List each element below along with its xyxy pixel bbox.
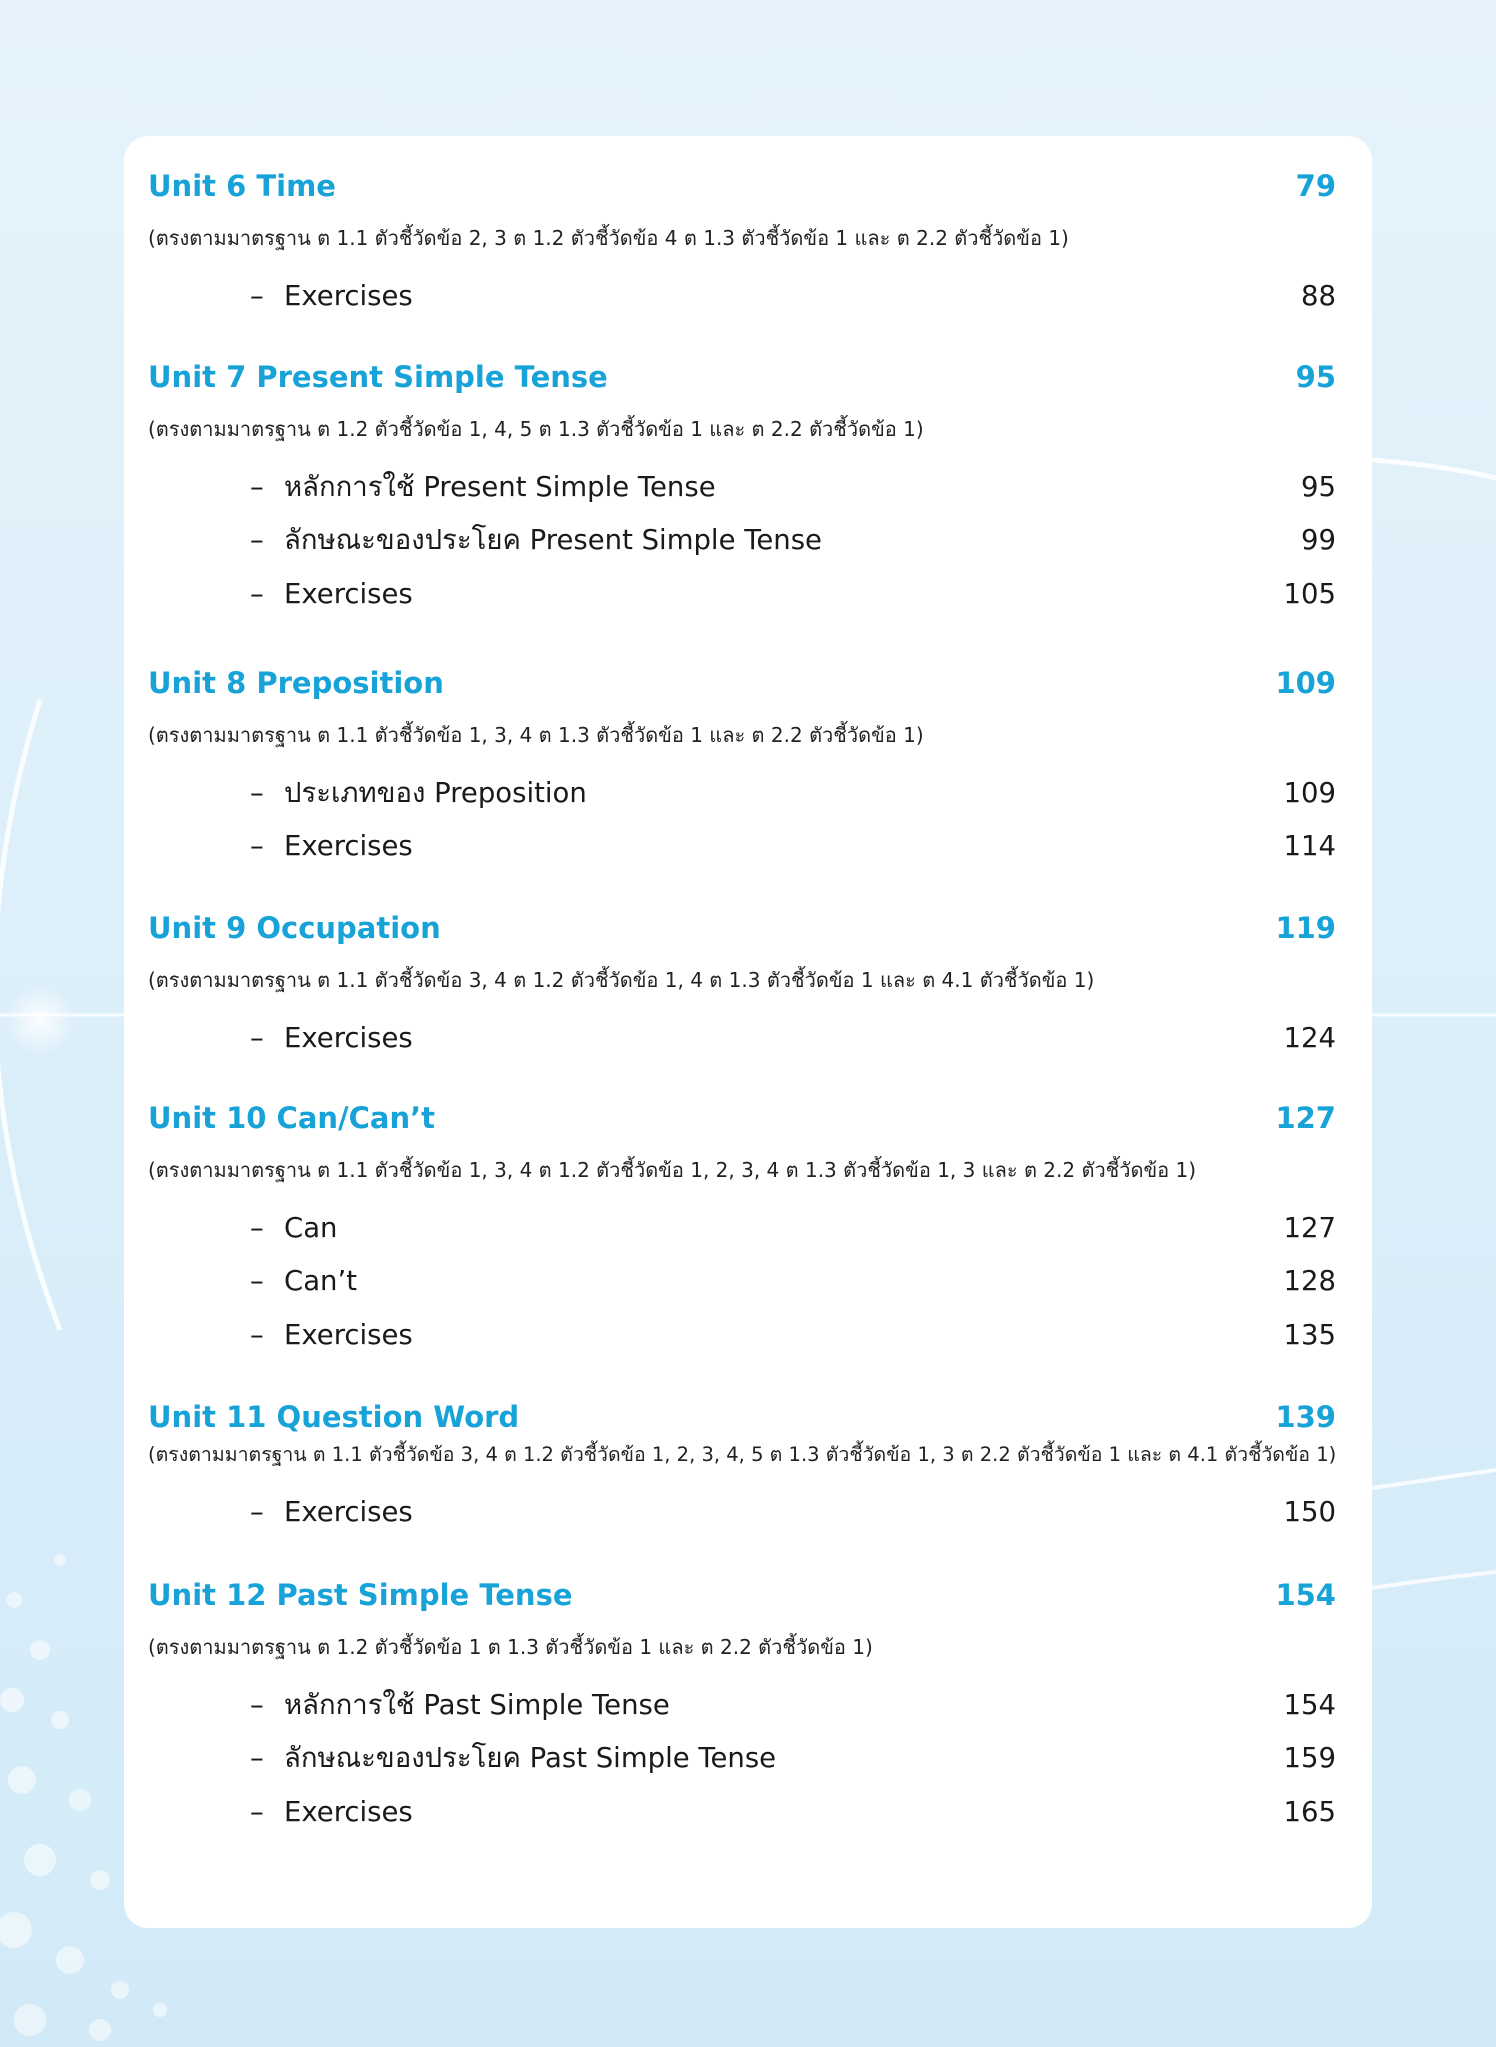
unit-page-number: 139: [1275, 1400, 1336, 1434]
toc-item-page: 127: [1283, 1211, 1336, 1244]
dash-bullet: –: [250, 577, 264, 610]
toc-item-label: Can’t: [284, 1265, 358, 1298]
unit-item-list: [124, 1485, 1372, 1539]
unit-title: Unit 10 Can/Can’t: [148, 1101, 436, 1135]
unit-standard-note: (ตรงตามมาตรฐาน ต 1.2 ตัวชี้วัดข้อ 1, 4, 5 ต 1.3 ตัวชี้วัดข้อ 1 และ ต 2.2 ตัวชี้วัดข้อ 1): [148, 417, 924, 441]
dash-bullet: –: [250, 776, 264, 809]
unit-heading[interactable]: [148, 1098, 1336, 1138]
toc-item-label: Exercises: [284, 1495, 413, 1528]
unit-standard-note: (ตรงตามมาตรฐาน ต 1.2 ตัวชี้วัดข้อ 1 ต 1.3 ตัวชี้วัดข้อ 1 และ ต 2.2 ตัวชี้วัดข้อ 1): [148, 1635, 873, 1659]
unit-item-list: [124, 269, 1372, 323]
toc-item-page: 159: [1283, 1742, 1336, 1775]
toc-item-page: 105: [1283, 577, 1336, 610]
toc-item[interactable]: [124, 514, 1372, 568]
unit-item-list: [124, 1201, 1372, 1362]
dash-bullet: –: [250, 1742, 264, 1775]
table-of-contents-panel: [124, 136, 1372, 1928]
toc-item-label: Exercises: [284, 279, 413, 312]
unit-heading[interactable]: [148, 1575, 1336, 1615]
dash-bullet: –: [250, 1265, 264, 1298]
toc-item[interactable]: [124, 1308, 1372, 1362]
unit-title: Unit 7 Present Simple Tense: [148, 360, 608, 394]
toc-item[interactable]: [124, 1201, 1372, 1255]
dash-bullet: –: [250, 1495, 264, 1528]
toc-item-page: 135: [1283, 1318, 1336, 1351]
dash-bullet: –: [250, 1211, 264, 1244]
toc-item-label: ลักษณะของประโยค Past Simple Tense: [284, 1742, 777, 1775]
unit-standard-note: (ตรงตามมาตรฐาน ต 1.1 ตัวชี้วัดข้อ 2, 3 ต 1.2 ตัวชี้วัดข้อ 4 ต 1.3 ตัวชี้วัดข้อ 1 และ ต 2.2 ตัวชี้วัดข้อ 1): [148, 226, 1069, 250]
unit-heading[interactable]: [148, 908, 1336, 948]
unit-page-number: 109: [1275, 666, 1336, 700]
unit-heading[interactable]: [148, 166, 1336, 206]
toc-item[interactable]: [124, 269, 1372, 323]
toc-item[interactable]: [124, 460, 1372, 514]
toc-item[interactable]: [124, 567, 1372, 621]
unit-standard-note: (ตรงตามมาตรฐาน ต 1.1 ตัวชี้วัดข้อ 1, 3, 4 ต 1.2 ตัวชี้วัดข้อ 1, 2, 3, 4 ต 1.3 ตัวชี้วัดข้อ 1, 3 และ ต 2.2 ตัวชี้วัดข้อ 1): [148, 1158, 1197, 1182]
unit-heading[interactable]: [148, 357, 1336, 397]
toc-item-page: 99: [1301, 524, 1336, 557]
toc-item[interactable]: [124, 1011, 1372, 1065]
unit-heading[interactable]: [148, 1397, 1336, 1437]
dash-bullet: –: [250, 1021, 264, 1054]
dash-bullet: –: [250, 1688, 264, 1721]
toc-item-label: Exercises: [284, 1795, 413, 1828]
unit-item-list: [124, 1011, 1372, 1065]
unit-item-list: [124, 460, 1372, 621]
unit-title: Unit 6 Time: [148, 169, 336, 203]
toc-item[interactable]: [124, 1255, 1372, 1309]
toc-item[interactable]: [124, 1732, 1372, 1786]
toc-item[interactable]: [124, 820, 1372, 874]
dash-bullet: –: [250, 1318, 264, 1351]
toc-item-label: ลักษณะของประโยค Present Simple Tense: [284, 524, 822, 557]
dash-bullet: –: [250, 279, 264, 312]
toc-item-page: 95: [1301, 470, 1336, 503]
toc-item-page: 150: [1283, 1495, 1336, 1528]
unit-standard-note: (ตรงตามมาตรฐาน ต 1.1 ตัวชี้วัดข้อ 1, 3, 4 ต 1.3 ตัวชี้วัดข้อ 1 และ ต 2.2 ตัวชี้วัดข้อ 1): [148, 723, 924, 747]
toc-item-page: 154: [1283, 1688, 1336, 1721]
unit-page-number: 127: [1275, 1101, 1336, 1135]
toc-item[interactable]: [124, 1678, 1372, 1732]
toc-item-label: Can: [284, 1211, 338, 1244]
dash-bullet: –: [250, 470, 264, 503]
toc-item-page: 124: [1283, 1021, 1336, 1054]
dash-bullet: –: [250, 524, 264, 557]
unit-title: Unit 11 Question Word: [148, 1400, 520, 1434]
unit-title: Unit 8 Preposition: [148, 666, 444, 700]
unit-standard-note: (ตรงตามมาตรฐาน ต 1.1 ตัวชี้วัดข้อ 3, 4 ต 1.2 ตัวชี้วัดข้อ 1, 2, 3, 4, 5 ต 1.3 ตัวชี้วัดข้อ 1, 3 ต 2.2 ตัวชี้วัดข้อ 1 และ ต 4.1 ตัวชี้วัดข้อ 1): [148, 1443, 1337, 1466]
unit-item-list: [124, 766, 1372, 873]
toc-item[interactable]: [124, 766, 1372, 820]
unit-page-number: 79: [1295, 169, 1336, 203]
toc-item-page: 165: [1283, 1795, 1336, 1828]
toc-item-label: ประเภทของ Preposition: [284, 776, 587, 809]
dash-bullet: –: [250, 830, 264, 863]
toc-item-label: หลักการใช้ Past Simple Tense: [284, 1688, 670, 1721]
toc-item[interactable]: [124, 1485, 1372, 1539]
toc-item[interactable]: [124, 1785, 1372, 1839]
toc-item-label: Exercises: [284, 830, 413, 863]
unit-item-list: [124, 1678, 1372, 1839]
unit-page-number: 154: [1275, 1578, 1336, 1612]
unit-page-number: 119: [1275, 911, 1336, 945]
unit-standard-note: (ตรงตามมาตรฐาน ต 1.1 ตัวชี้วัดข้อ 3, 4 ต 1.2 ตัวชี้วัดข้อ 1, 4 ต 1.3 ตัวชี้วัดข้อ 1 และ ต 4.1 ตัวชี้วัดข้อ 1): [148, 968, 1095, 992]
toc-item-page: 88: [1301, 279, 1336, 312]
unit-heading[interactable]: [148, 663, 1336, 703]
toc-item-label: Exercises: [284, 577, 413, 610]
toc-item-page: 109: [1283, 776, 1336, 809]
dash-bullet: –: [250, 1795, 264, 1828]
toc-item-label: Exercises: [284, 1318, 413, 1351]
unit-title: Unit 12 Past Simple Tense: [148, 1578, 573, 1612]
toc-item-page: 128: [1283, 1265, 1336, 1298]
toc-item-label: Exercises: [284, 1021, 413, 1054]
toc-item-label: หลักการใช้ Present Simple Tense: [284, 470, 716, 503]
unit-title: Unit 9 Occupation: [148, 911, 441, 945]
unit-page-number: 95: [1295, 360, 1336, 394]
toc-item-page: 114: [1283, 830, 1336, 863]
